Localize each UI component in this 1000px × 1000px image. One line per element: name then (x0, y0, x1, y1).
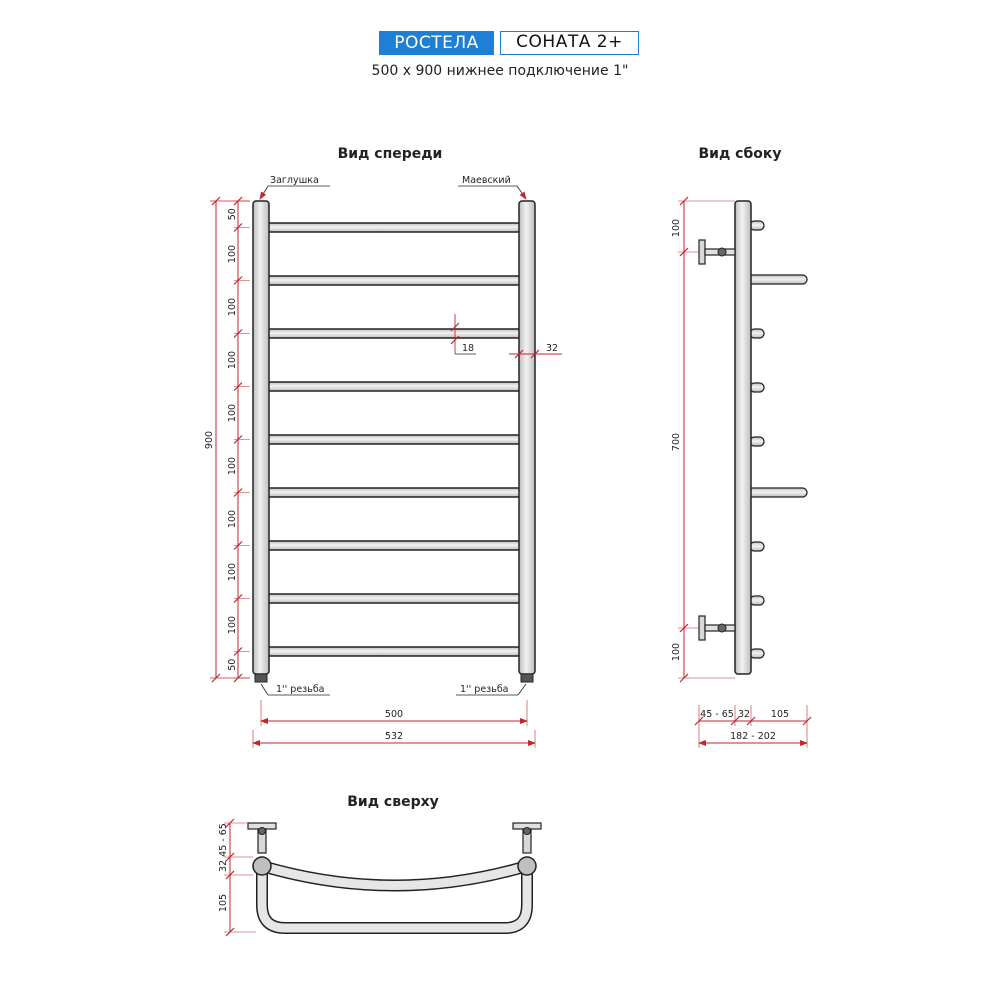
label-thread-right: 1'' резьба (460, 684, 509, 695)
front-segment-label: 100 (227, 244, 238, 264)
label-plug: Заглушка (270, 175, 319, 186)
side-dim-top: 100 (671, 218, 682, 238)
left-vertical-pipe (253, 201, 269, 674)
side-dim-bottom: 100 (671, 642, 682, 662)
front-rung (265, 223, 523, 232)
front-segment-label: 50 (227, 208, 238, 221)
left-thread-stub (255, 674, 267, 682)
front-view-title: Вид спереди (337, 146, 443, 162)
front-rung (255, 276, 531, 285)
label-valve: Маевский (462, 175, 511, 186)
product-subtitle: 500 х 900 нижнее подключение 1" (371, 63, 629, 79)
side-dim-pipe: 32 (737, 709, 751, 720)
top-view (218, 794, 541, 936)
width-outer-label: 532 (384, 731, 404, 742)
side-dim-middle: 700 (671, 432, 682, 452)
top-wall-bracket-left (248, 823, 276, 853)
side-wall-bracket-top (699, 240, 735, 264)
front-segment-label: 100 (227, 456, 238, 476)
front-segment-label: 100 (227, 509, 238, 529)
front-rung (265, 594, 523, 603)
top-wall-bracket-right (513, 823, 541, 853)
side-dim-wall: 45 - 65 (700, 709, 734, 720)
top-curved-rung (262, 866, 527, 886)
front-rung (265, 541, 523, 550)
front-rung (255, 488, 531, 497)
front-rung (265, 435, 523, 444)
side-vertical-pipe (735, 201, 751, 674)
top-left-pipe-end (253, 857, 271, 875)
front-segment-label: 50 (227, 658, 238, 671)
top-dim-pipe: 32 (218, 859, 229, 873)
front-segment-label: 100 (227, 562, 238, 582)
front-segment-label: 100 (227, 403, 238, 423)
front-rung (265, 329, 523, 338)
width-inner-label: 500 (384, 709, 404, 720)
side-view (671, 146, 811, 748)
front-segment-label: 100 (227, 350, 238, 370)
front-segment-label: 100 (227, 297, 238, 317)
front-segment-label: 100 (227, 615, 238, 635)
front-rungs (255, 223, 531, 656)
right-thread-stub (521, 674, 533, 682)
side-dim-total: 182 - 202 (730, 731, 776, 742)
front-view (204, 146, 562, 748)
front-segment-dimensions (227, 197, 250, 682)
side-wall-bracket-bottom (699, 616, 735, 640)
front-rung (265, 647, 523, 656)
pipe-diameter-label: 32 (546, 343, 559, 354)
brand-badge: РОСТЕЛА (379, 31, 494, 55)
label-thread-left: 1'' резьба (276, 684, 325, 695)
top-dim-depth: 105 (218, 893, 229, 913)
top-dim-wall: 45 - 65 (218, 823, 229, 857)
front-height-label: 900 (204, 430, 215, 450)
product-badge: СОНАТА 2+ (500, 31, 639, 55)
side-view-title: Вид сбоку (698, 146, 782, 162)
right-vertical-pipe (519, 201, 535, 674)
top-right-pipe-end (518, 857, 536, 875)
top-view-title: Вид сверху (347, 794, 439, 810)
side-rung-stubs (746, 221, 807, 658)
front-rung (265, 382, 523, 391)
rung-diameter-label: 18 (462, 343, 475, 354)
side-dim-depth: 105 (770, 709, 790, 720)
